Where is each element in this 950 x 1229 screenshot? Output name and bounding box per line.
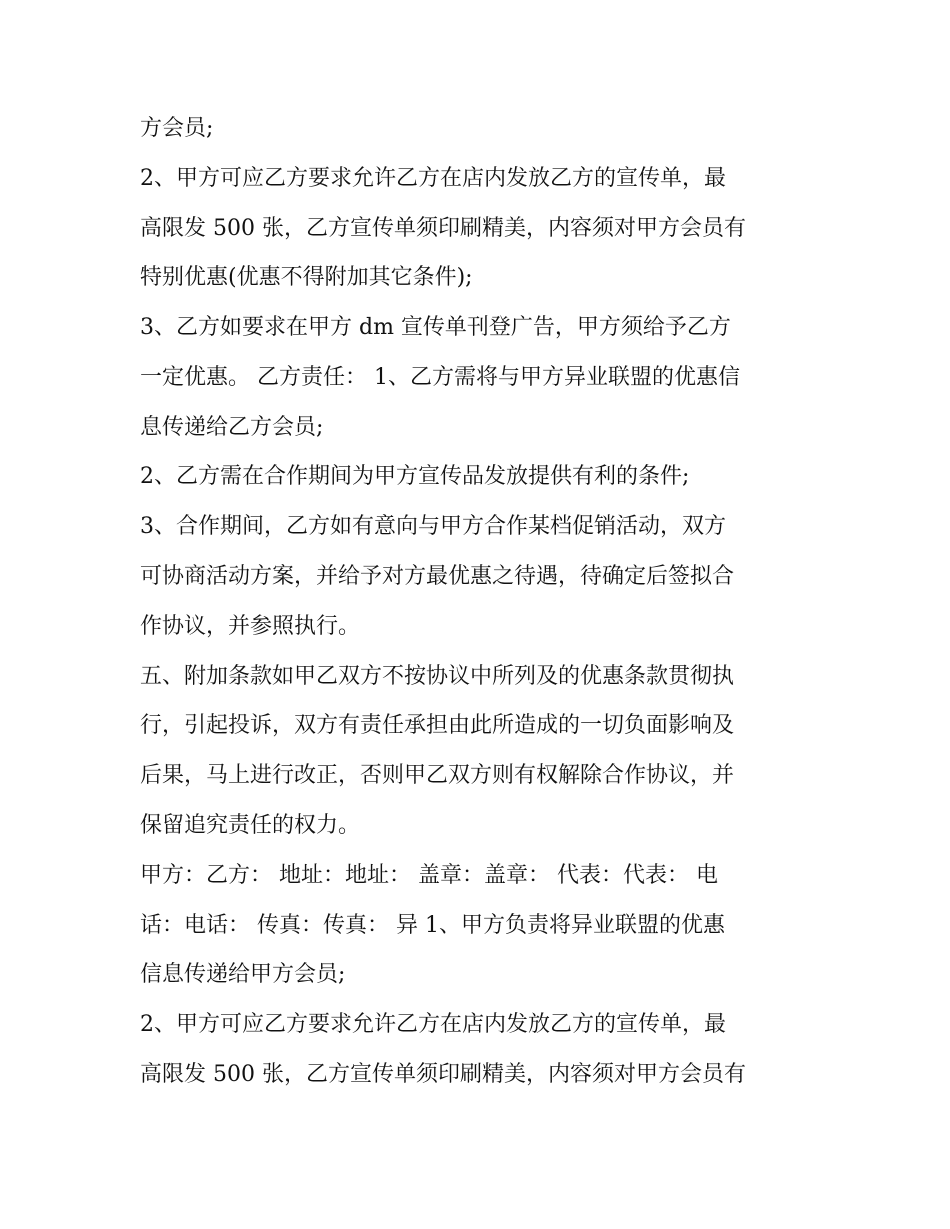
text-line: 2、甲方可应乙方要求允许乙方在店内发放乙方的宣传单，最: [140, 1012, 726, 1038]
text-line: 可协商活动方案，并给予对方最优惠之待遇，待确定后签拟合: [140, 564, 735, 590]
text-line: 作协议，并参照执行。: [140, 613, 361, 639]
text-line: 后果，马上进行改正，否则甲乙双方则有权解除合作协议，并: [140, 763, 735, 789]
text-line: 息传递给乙方会员;: [140, 414, 324, 440]
text-line: 保留追究责任的权力。: [140, 812, 361, 838]
text-line: 2、乙方需在合作期间为甲方宣传品发放提供有利的条件;: [140, 464, 690, 490]
text-line: 2、甲方可应乙方要求允许乙方在店内发放乙方的宣传单，最: [140, 165, 726, 191]
text-line: 特别优惠(优惠不得附加其它条件);: [140, 265, 473, 291]
document-body: [140, 110, 820, 1106]
text-line: 信息传递给甲方会员;: [140, 962, 346, 988]
text-line: 3、合作期间，乙方如有意向与甲方合作某档促销活动，双方: [140, 514, 726, 540]
text-line: 方会员;: [140, 116, 214, 141]
text-line: 行，引起投诉，双方有责任承担由此所造成的一切负面影响及: [140, 713, 735, 739]
text-line: 高限发 500 张，乙方宣传单须印刷精美，内容须对甲方会员有: [140, 215, 746, 241]
text-line: 话：电话： 传真：传真： 异 1、甲方负责将异业联盟的优惠: [140, 912, 725, 938]
text-line: 一定优惠。 乙方责任： 1、乙方需将与甲方异业联盟的优惠信: [140, 364, 740, 390]
text-line: 五、附加条款如甲乙双方不按协议中所列及的优惠条款贯彻执: [140, 663, 735, 689]
text-line: 高限发 500 张，乙方宣传单须印刷精美，内容须对甲方会员有: [140, 1061, 746, 1087]
text-line: 3、乙方如要求在甲方 dm 宣传单刊登广告，甲方须给予乙方: [140, 315, 731, 341]
text-line: 甲方：乙方： 地址：地址： 盖章：盖章： 代表：代表： 电: [140, 862, 718, 888]
